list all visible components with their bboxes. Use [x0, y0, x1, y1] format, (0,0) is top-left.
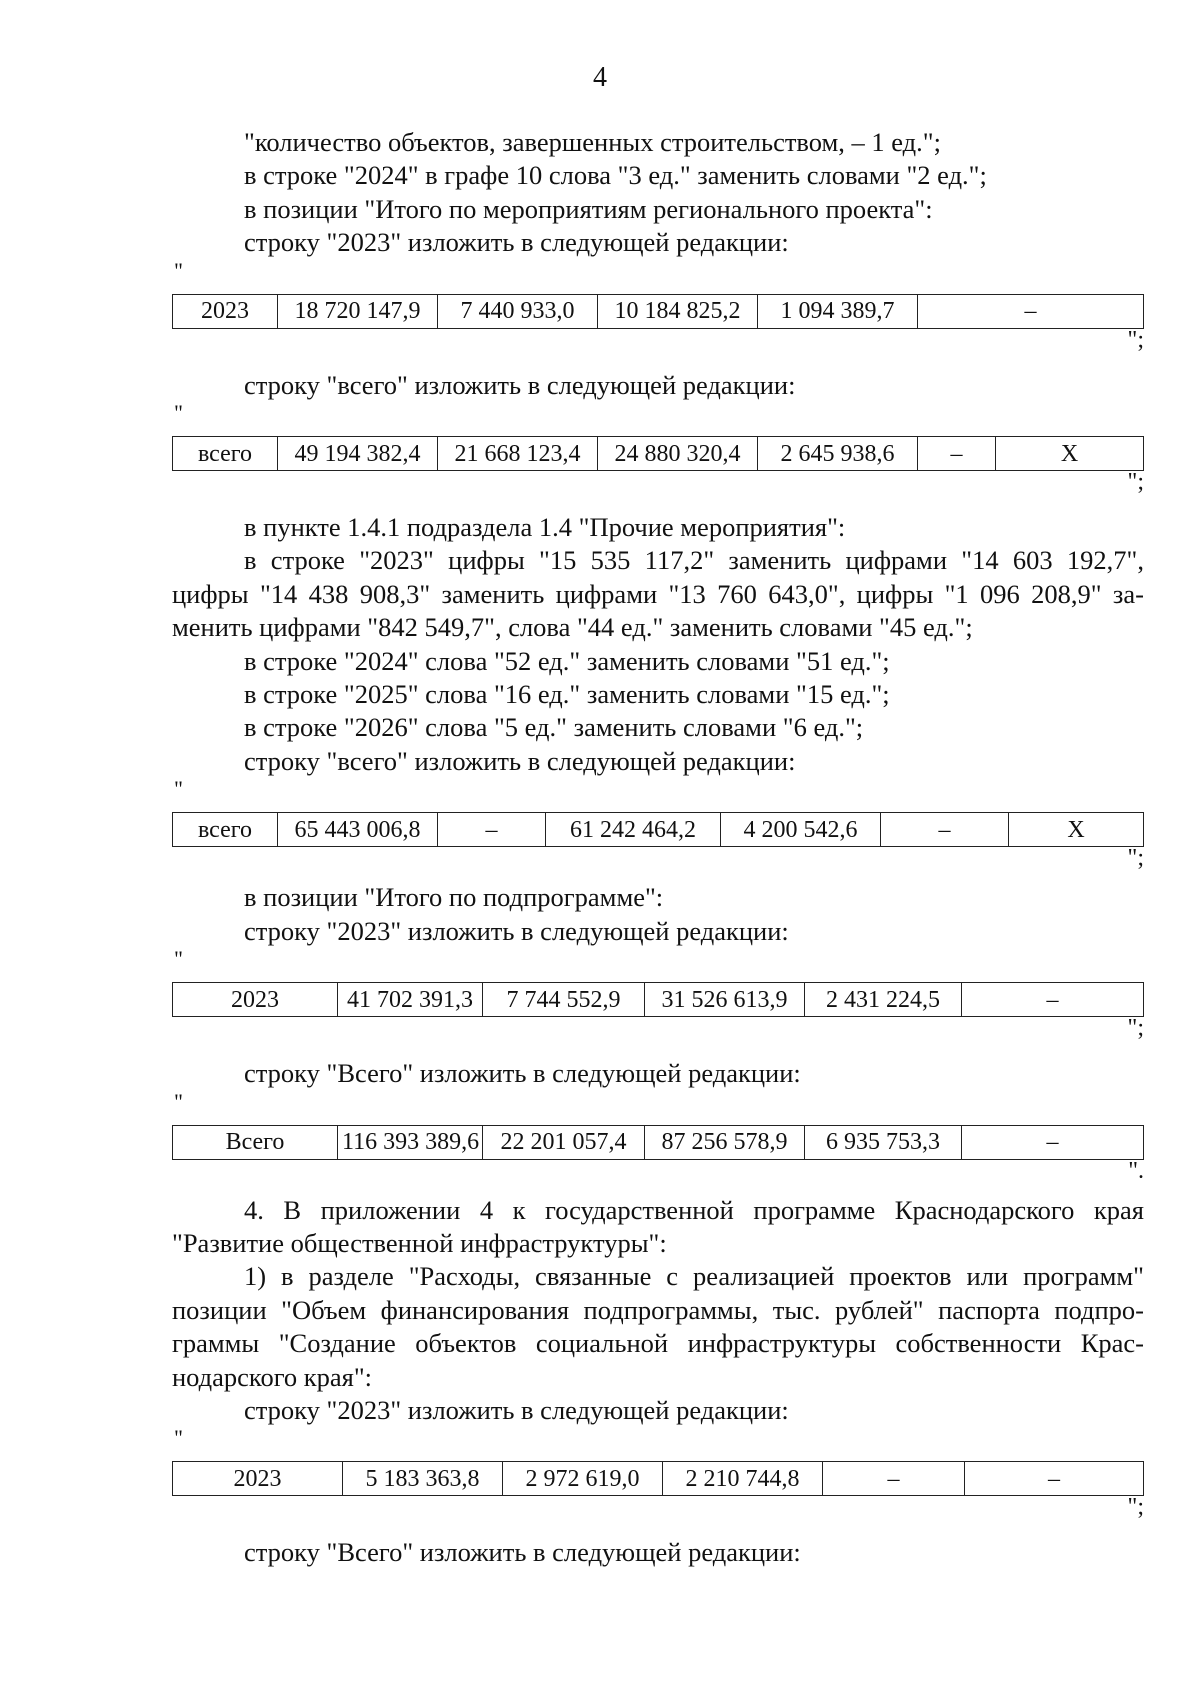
table-row-vsego-subprogram	[172, 1125, 1144, 1160]
paragraph-line: строку "всего" изложить в следующей редакции:	[244, 745, 796, 776]
table-cell: 49 194 382,4	[278, 437, 438, 471]
table-cell: X	[1009, 813, 1144, 847]
table-cell: 116 393 389,6	[338, 1125, 483, 1159]
opening-quote: "	[174, 776, 183, 802]
paragraph-line: менить цифрами "842 549,7", слова "44 ед." заменить словами "45 ед.";	[172, 612, 973, 643]
table-cell: 2023	[173, 294, 278, 328]
paragraph-line: строку "Всего" изложить в следующей редакции:	[244, 1058, 801, 1089]
paragraph-line: в строке "2023" цифры "15 535 117,2" заменить цифрами "14 603 192,7",	[244, 545, 1144, 576]
paragraph-line: в позиции "Итого по мероприятиям регионального проекта":	[244, 193, 933, 224]
table-cell: 22 201 057,4	[483, 1125, 645, 1159]
paragraph-line: строку "2023" изложить в следующей редакции:	[244, 1394, 789, 1425]
table-cell: 2023	[173, 1462, 343, 1496]
table-cell: 7 440 933,0	[438, 294, 598, 328]
table-cell: –	[962, 983, 1144, 1017]
table-cell: 61 242 464,2	[546, 813, 721, 847]
table-cell: 2 972 619,0	[503, 1462, 663, 1496]
opening-quote: "	[174, 1088, 183, 1114]
paragraph-line: в пункте 1.4.1 подраздела 1.4 "Прочие мероприятия":	[244, 512, 846, 543]
table-cell: –	[438, 813, 546, 847]
paragraph-line: в строке "2026" слова "5 ед." заменить словами "6 ед.";	[244, 712, 864, 743]
paragraph-line: строку "2023" изложить в следующей редакции:	[244, 227, 789, 258]
table-cell: Всего	[173, 1125, 338, 1159]
table-row-2023-regional	[172, 294, 1144, 329]
table-cell: X	[996, 437, 1144, 471]
table-row-2023-subprogram	[172, 982, 1144, 1017]
closing-quote: ";	[1127, 1494, 1144, 1521]
paragraph-line: в строке "2025" слова "16 ед." заменить словами "15 ед.";	[244, 679, 890, 710]
paragraph-line: "количество объектов, завершенных строительством, – 1 ед.";	[244, 127, 941, 157]
table-cell: 21 668 123,4	[438, 437, 598, 471]
table-cell: 87 256 578,9	[645, 1125, 805, 1159]
paragraph-line: цифры "14 438 908,3" заменить цифрами "13 760 643,0", цифры "1 096 208,9" за-	[172, 578, 1144, 609]
opening-quote: "	[174, 946, 183, 972]
table-row-2023-passport	[172, 1461, 1144, 1496]
table-cell: 31 526 613,9	[645, 983, 805, 1017]
paragraph-line: строку "2023" изложить в следующей редакции:	[244, 915, 789, 946]
table-cell: 65 443 006,8	[278, 813, 438, 847]
paragraph-line: в позиции "Итого по подпрограмме":	[244, 882, 664, 913]
page-number: 4	[593, 62, 607, 93]
table-row-vsego-other	[172, 812, 1144, 847]
paragraph-line: в строке "2024" слова "52 ед." заменить словами "51 ед.";	[244, 645, 890, 676]
table-cell: 18 720 147,9	[278, 294, 438, 328]
paragraph-line: позиции "Объем финансирования подпрограммы, тыс. рублей" паспорта подпро-	[172, 1294, 1144, 1325]
table-cell: –	[962, 1125, 1144, 1159]
table-cell: 2 210 744,8	[663, 1462, 823, 1496]
table-cell: –	[881, 813, 1009, 847]
table-cell: 4 200 542,6	[721, 813, 881, 847]
table-cell: –	[918, 294, 1144, 328]
paragraph-line: 4. В приложении 4 к государственной программе Краснодарского края	[244, 1194, 1144, 1225]
paragraph-line: 1) в разделе "Расходы, связанные с реализацией проектов или программ"	[244, 1261, 1144, 1292]
table-cell: 24 880 320,4	[598, 437, 758, 471]
table-cell: 1 094 389,7	[758, 294, 918, 328]
table-cell: 7 744 552,9	[483, 983, 645, 1017]
opening-quote: "	[174, 257, 183, 283]
table-cell: –	[918, 437, 996, 471]
opening-quote: "	[174, 400, 183, 426]
paragraph-line: "Развитие общественной инфраструктуры":	[172, 1227, 667, 1258]
table-cell: 2 645 938,6	[758, 437, 918, 471]
paragraph-line: строку "всего" изложить в следующей редакции:	[244, 369, 796, 400]
paragraph-line: граммы "Создание объектов социальной инфраструктуры собственности Крас-	[172, 1328, 1144, 1359]
table-cell: всего	[173, 437, 278, 471]
table-cell: –	[965, 1462, 1144, 1496]
paragraph-line: нодарского края":	[172, 1361, 373, 1392]
table-row-vsego-regional	[172, 436, 1144, 471]
paragraph-line: в строке "2024" в графе 10 слова "3 ед." заменить словами "2 ед.";	[244, 160, 987, 191]
table-cell: 10 184 825,2	[598, 294, 758, 328]
closing-quote: ";	[1127, 326, 1144, 353]
table-cell: 6 935 753,3	[805, 1125, 962, 1159]
table-cell: –	[823, 1462, 965, 1496]
table-cell: 5 183 363,8	[343, 1462, 503, 1496]
closing-quote: ";	[1127, 469, 1144, 496]
table-cell: 2 431 224,5	[805, 983, 962, 1017]
closing-quote: ".	[1128, 1157, 1144, 1184]
closing-quote: ";	[1127, 845, 1144, 872]
table-cell: всего	[173, 813, 278, 847]
table-cell: 41 702 391,3	[338, 983, 483, 1017]
document-body	[172, 126, 1144, 1570]
closing-quote: ";	[1127, 1015, 1144, 1042]
opening-quote: "	[174, 1425, 183, 1451]
paragraph-line: строку "Всего" изложить в следующей редакции:	[244, 1537, 801, 1568]
table-cell: 2023	[173, 983, 338, 1017]
